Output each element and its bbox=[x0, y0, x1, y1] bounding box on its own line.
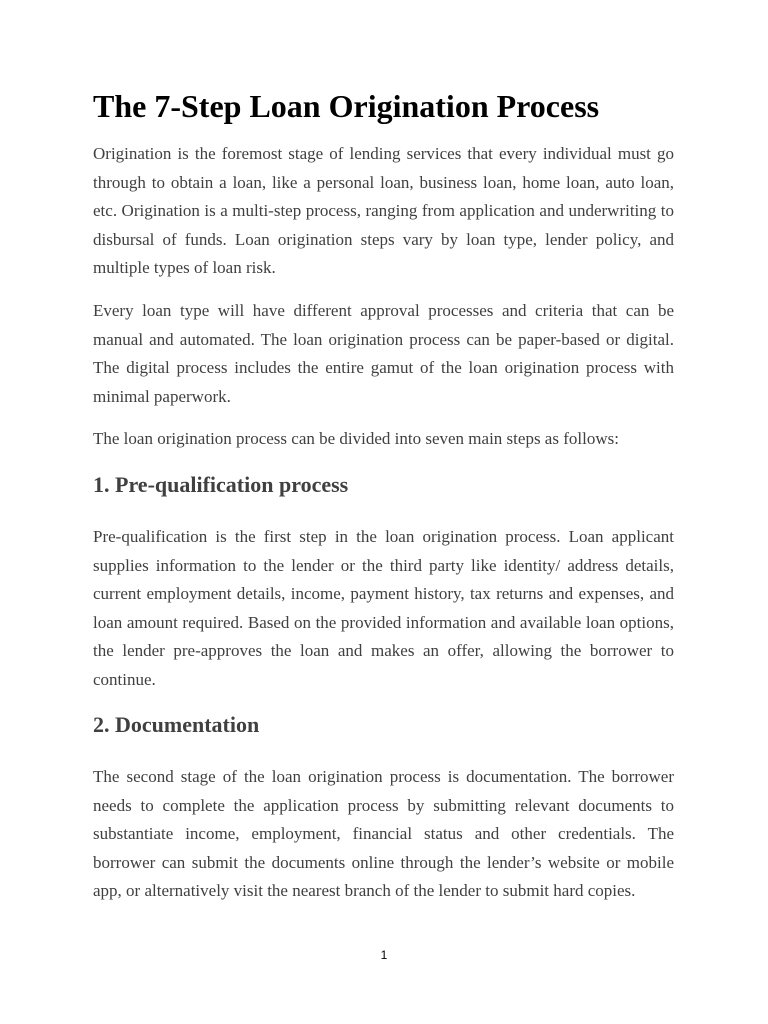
section-heading-prequalification: 1. Pre-qualification process bbox=[93, 472, 349, 497]
section-body-documentation: The second stage of the loan origination process is documentation. The borrower needs to complete the application process by submitting relevant documents to substantiate income, employment, financial status and other credentials. The borrower can submit the documents online through the lender’s website or mobile app, or alternatively visit the nearest branch of the lender to submit hard copies. bbox=[93, 767, 674, 900]
intro-paragraph-2: Every loan type will have different approval processes and criteria that can be manual and automated. The loan origination process can be paper-based or digital. The digital process includes the entire gamut of the loan origination process with minimal paperwork. bbox=[93, 301, 674, 406]
document-title: The 7-Step Loan Origination Process bbox=[93, 88, 600, 124]
section-body-prequalification: Pre-qualification is the first step in the loan origination process. Loan applicant supplies information to the lender or the third party like identity/ address details, current employment details, income, payment history, tax returns and expenses, and loan amount required. Based on the provided information and available loan options, the lender pre-approves the loan and makes an offer, allowing the borrower to continue. bbox=[93, 527, 674, 689]
intro-paragraph-1: Origination is the foremost stage of lending services that every individual must go through to obtain a loan, like a personal loan, business loan, home loan, auto loan, etc. Origination is a multi-step process, ranging from application and underwriting to disbursal of funds. Loan origination steps vary by loan type, lender policy, and multiple types of loan risk. bbox=[93, 144, 674, 277]
section-heading-documentation: 2. Documentation bbox=[93, 712, 260, 737]
intro-paragraph-3: The loan origination process can be divided into seven main steps as follows: bbox=[93, 429, 619, 448]
page-number: 1 bbox=[380, 948, 388, 962]
